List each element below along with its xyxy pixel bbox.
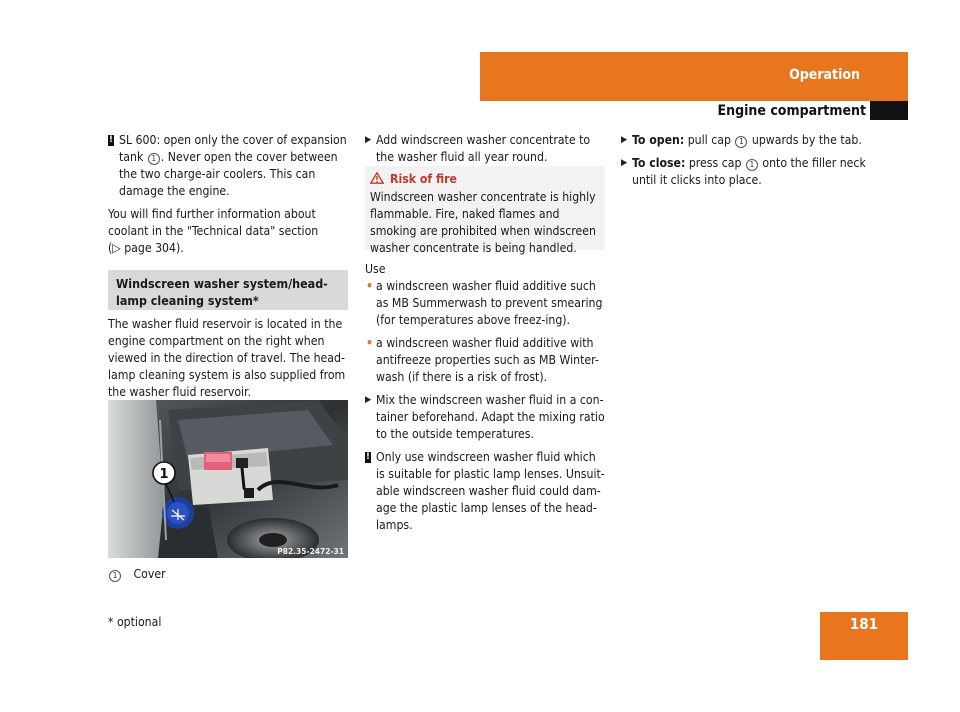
bullet-summerwash: • a windscreen washer fluid additive such as MB Summerwash to prevent smearing (for temperatures above freez-ing). <box>366 279 603 327</box>
washer-reservoir-paragraph: The washer fluid reservoir is located in the engine compartment on the right when viewed in the direction of travel. The head-lamp cleaning system is also supplied from the washer fluid reservoir. <box>108 317 346 399</box>
section-heading: Windscreen washer system/head-lamp cleaning system* <box>116 276 328 308</box>
warning-triangle-icon <box>370 172 384 184</box>
use-label: Use <box>365 262 386 276</box>
arrow-right-icon: ▶ <box>365 135 372 145</box>
risk-text: Windscreen washer concentrate is highly flammable. Fire, naked flames and smoking are prohibited when windscreen washer concentrate is being handled. <box>370 190 596 255</box>
page-number: 181 <box>849 615 879 633</box>
ref-circle: 1 <box>148 153 160 165</box>
step-mix-fluid: ▶ Mix the windscreen washer fluid in a con-tainer beforehand. Adapt the mixing ratio to the outside temperatures. <box>365 393 605 441</box>
step-add-concentrate: ▶ Add windscreen washer concentrate to the washer fluid all year round. <box>365 133 591 164</box>
footnote: * optional <box>108 615 162 629</box>
column-2-lower <box>365 261 605 534</box>
risk-heading: Risk of fire <box>370 171 457 188</box>
photo-caption: 1 Cover <box>108 566 166 583</box>
step-close-cap: ▶ To close: press cap 1 onto the filler neck until it clicks into place. <box>621 156 866 187</box>
bullet-dot: • <box>366 336 374 350</box>
coolant-info: You will find further information about coolant in the "Technical data" section (▷ page 304). <box>108 207 319 255</box>
arrow-right-icon: ▶ <box>365 395 372 405</box>
exclamation-icon: ! <box>109 135 113 145</box>
bullet-winterwash: • a windscreen washer fluid additive with antifreeze properties such as MB Winter-wash (if there is a risk of frost). <box>366 336 599 384</box>
bullet-dot: • <box>366 279 374 293</box>
arrow-right-icon: ▶ <box>621 135 628 145</box>
ref-circle: 1 <box>735 136 747 148</box>
notice-lamp-lenses: ! Only use windscreen washer fluid which is suitable for plastic lamp lenses. Unsuit-able windscreen washer fluid could dam-age the plastic lamp lenses of the head-lamps. <box>366 450 605 532</box>
arrow-right-icon: ▶ <box>621 158 628 168</box>
exclamation-icon: ! <box>366 452 370 462</box>
step-open-cap: ▶ To open: pull cap 1 upwards by the tab. <box>621 133 862 147</box>
column-1 <box>108 132 348 257</box>
engine-compartment-photo <box>108 400 348 558</box>
ref-circle: 1 <box>109 570 121 582</box>
column-3 <box>621 132 871 195</box>
header-marker-block <box>870 101 908 120</box>
photo-callout-1: 1 <box>159 467 169 482</box>
page-title: Engine compartment <box>717 103 866 119</box>
header-section-label: Operation <box>789 67 860 83</box>
page-reference-link[interactable]: (▷ page 304). <box>108 241 184 255</box>
ref-circle: 1 <box>746 159 758 171</box>
photo-code: P82.35-2472-31 <box>277 547 344 556</box>
notice-expansion-tank: ! SL 600: open only the cover of expansion tank 1 . Never open the cover between the two charge-air coolers. This can damage the engine. <box>109 133 347 198</box>
